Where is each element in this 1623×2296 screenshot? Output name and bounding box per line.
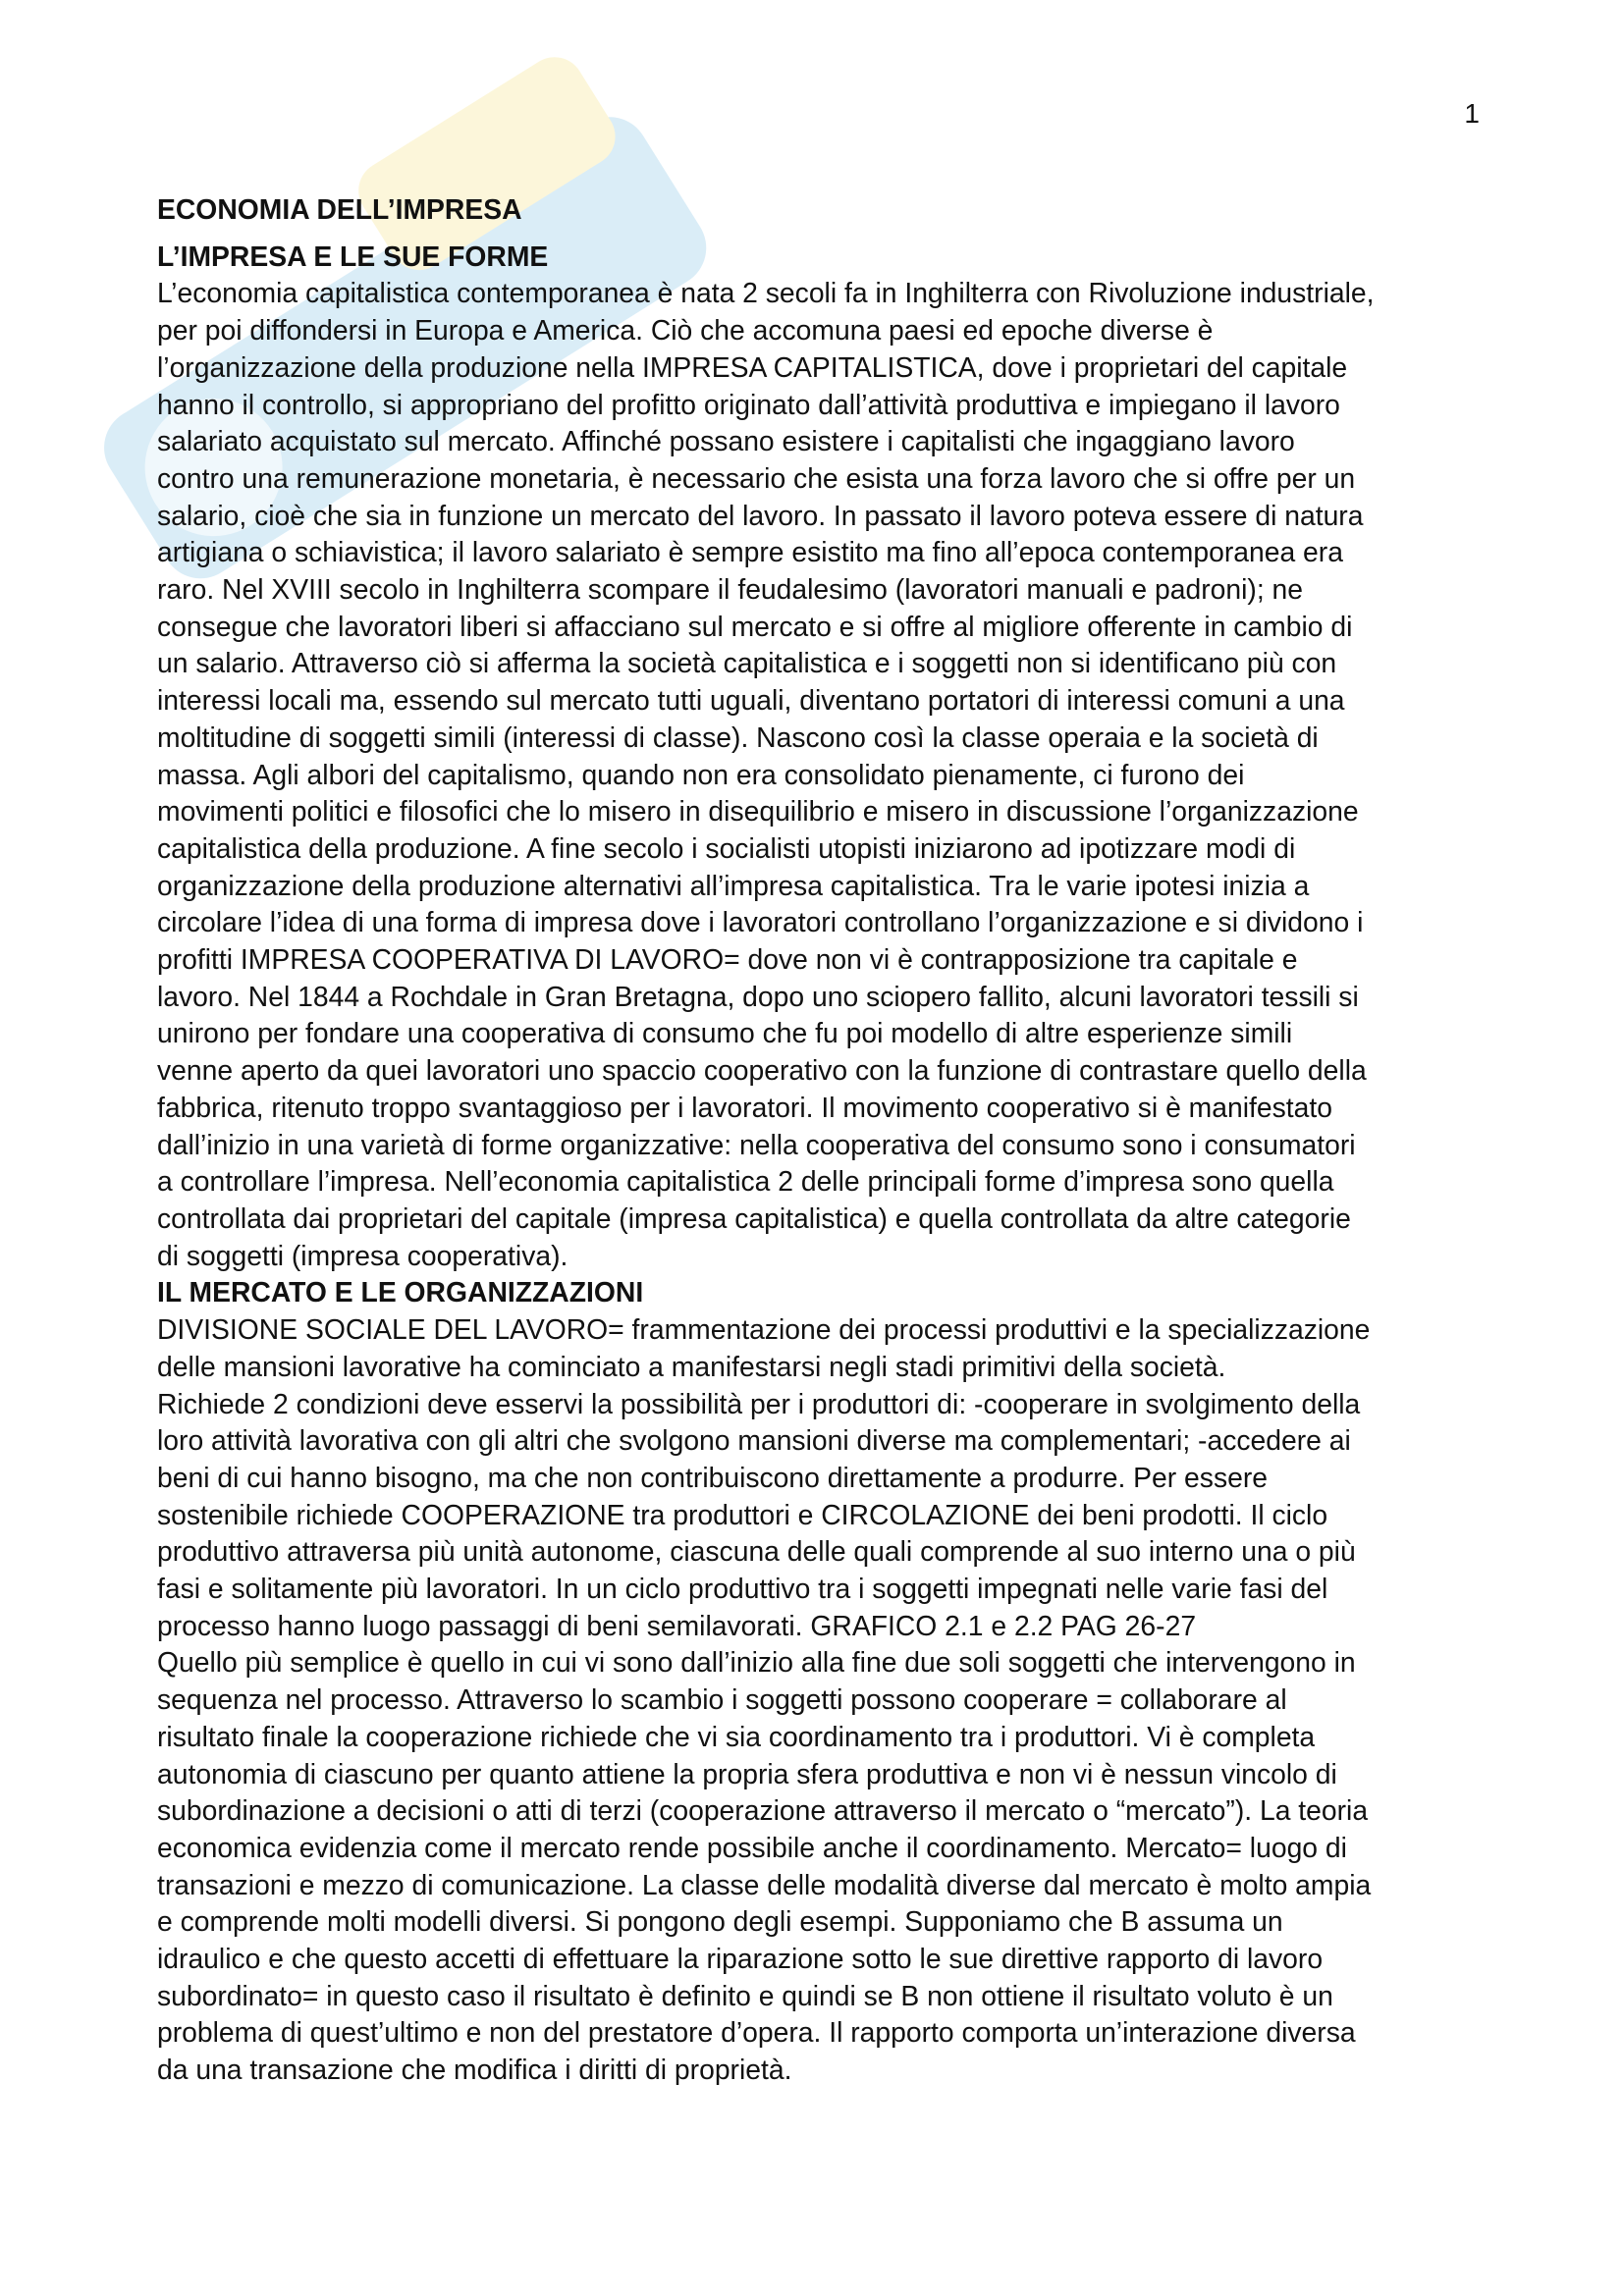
text-line: salario, cioè che sia in funzione un mercato del lavoro. In passato il lavoro poteva essere di natura (157, 499, 1364, 531)
text-line: loro attività lavorativa con gli altri che svolgono mansioni diverse ma complementari; -accedere ai (157, 1424, 1351, 1457)
text-line: artigiana o schiavistica; il lavoro salariato è sempre esistito ma fino all’epoca contemporanea era (157, 536, 1343, 568)
text-line: dall’inizio in una varietà di forme organizzative: nella cooperativa del consumo sono i consumatori (157, 1128, 1356, 1160)
text-line: da una transazione che modifica i diritti di proprietà. (157, 2054, 792, 2086)
text-line: capitalistica della produzione. A fine secolo i socialisti utopisti iniziarono ad ipotizzare modi di (157, 831, 1296, 864)
text-line: delle mansioni lavorative ha cominciato a manifestarsi negli stadi primitivi della società. (157, 1350, 1226, 1382)
text-line: un salario. Attraverso ciò si afferma la società capitalistica e i soggetti non si identificano più con (157, 647, 1337, 679)
text-line: problema di quest’ultimo e non del prestatore d’opera. Il rapporto comporta un’interazione diversa (157, 2016, 1356, 2049)
text-line: salariato acquistato sul mercato. Affinché possano esistere i capitalisti che ingaggiano lavoro (157, 425, 1295, 457)
text-line: transazioni e mezzo di comunicazione. La classe delle modalità diverse dal mercato è molto ampia (157, 1868, 1372, 1900)
text-line: fabbrica, ritenuto troppo svantaggioso per i lavoratori. Il movimento cooperativo si è manifestato (157, 1091, 1332, 1123)
section (157, 1274, 1483, 2088)
section-paragraph (157, 1311, 1483, 2089)
text-line: moltitudine di soggetti simili (interessi di classe). Nascono così la classe operaia e la società di (157, 721, 1319, 753)
section (157, 239, 1483, 1275)
section-heading: L’IMPRESA E LE SUE FORME (157, 240, 549, 272)
page-number: 1 (1464, 98, 1480, 129)
text-line: raro. Nel XVIII secolo in Inghilterra scompare il feudalesimo (lavoratori manuali e padroni); ne (157, 573, 1304, 606)
text-line: Richiede 2 condizioni deve esservi la possibilità per i produttori di: -cooperare in svolgimento della (157, 1387, 1361, 1419)
text-line: processo hanno luogo passaggi di beni semilavorati. GRAFICO 2.1 e 2.2 PAG 26-27 (157, 1609, 1197, 1641)
text-line: DIVISIONE SOCIALE DEL LAVORO= frammentazione dei processi produttivi e la specializzazione (157, 1313, 1371, 1346)
text-line: risultato finale la cooperazione richiede che vi sia coordinamento tra i produttori. Vi è completa (157, 1720, 1316, 1752)
text-line: idraulico e che questo accetti di effettuare la riparazione sotto le sue direttive rapporto di lavoro (157, 1943, 1324, 1975)
document-body (157, 191, 1483, 2089)
text-line: organizzazione della produzione alternativi all’impresa capitalistica. Tra le varie ipotesi inizia a (157, 869, 1310, 901)
text-line: movimenti politici e filosofici che lo misero in disequilibrio e misero in discussione l’organizzazione (157, 795, 1359, 828)
text-line: sostenibile richiede COOPERAZIONE tra produttori e CIRCOLAZIONE dei beni prodotti. Il ciclo (157, 1498, 1328, 1530)
text-line: controllata dai proprietari del capitale (impresa capitalistica) e quella controllata da altre categorie (157, 1201, 1351, 1234)
text-line: beni di cui hanno bisogno, ma che non contribuiscono direttamente a produrre. Per essere (157, 1461, 1268, 1493)
text-line: interessi locali ma, essendo sul mercato tutti uguali, diventano portatori di interessi comuni a una (157, 684, 1345, 717)
text-line: consegue che lavoratori liberi si affacciano sul mercato e si offre al migliore offerente in cambio di (157, 610, 1353, 642)
text-line: subordinazione a decisioni o atti di terzi (cooperazione attraverso il mercato o “mercato”). La teoria (157, 1794, 1369, 1827)
text-line: e comprende molti modelli diversi. Si pongono degli esempi. Supponiamo che B assuma un (157, 1905, 1283, 1938)
text-line: profitti IMPRESA COOPERATIVA DI LAVORO= dove non vi è contrapposizione tra capitale e (157, 943, 1298, 976)
text-line: sequenza nel processo. Attraverso lo scambio i soggetti possono cooperare = collaborare al (157, 1683, 1287, 1716)
text-line: Quello più semplice è quello in cui vi sono dall’inizio alla fine due soli soggetti che intervengono in (157, 1646, 1356, 1679)
document-title: ECONOMIA DELL’IMPRESA (157, 193, 522, 225)
text-line: circolare l’idea di una forma di impresa dove i lavoratori controllano l’organizzazione e si dividono i (157, 906, 1364, 938)
text-line: a controllare l’impresa. Nell’economia capitalistica 2 delle principali forme d’impresa sono quella (157, 1165, 1334, 1198)
text-line: L’economia capitalistica contemporanea è nata 2 secoli fa in Inghilterra con Rivoluzione industriale, (157, 277, 1375, 309)
text-line: massa. Agli albori del capitalismo, quando non era consolidato pienamente, ci furono dei (157, 758, 1245, 790)
text-line: di soggetti (impresa cooperativa). (157, 1239, 568, 1271)
text-line: hanno il controllo, si appropriano del profitto originato dall’attività produttiva e impiegano il lavoro (157, 388, 1340, 420)
text-line: autonomia di ciascuno per quanto attiene la propria sfera produttiva e non vi è nessun vincolo di (157, 1757, 1337, 1789)
text-line: produttivo attraversa più unità autonome, ciascuna delle quali comprende al suo interno una o più (157, 1535, 1356, 1568)
text-line: l’organizzazione della produzione nella IMPRESA CAPITALISTICA, dove i proprietari del capitale (157, 350, 1348, 383)
section-paragraph (157, 275, 1483, 1274)
text-line: per poi diffondersi in Europa e America. Ciò che accomuna paesi ed epoche diverse è (157, 314, 1214, 347)
section-heading: IL MERCATO E LE ORGANIZZAZIONI (157, 1276, 644, 1308)
text-line: subordinato= in questo caso il risultato è definito e quindi se B non ottiene il risultato voluto è un (157, 1979, 1333, 2011)
text-line: lavoro. Nel 1844 a Rochdale in Gran Bretagna, dopo uno sciopero fallito, alcuni lavoratori tessili si (157, 980, 1359, 1012)
text-line: contro una remunerazione monetaria, è necessario che esista una forza lavoro che si offre per un (157, 461, 1356, 494)
text-line: economica evidenzia come il mercato rende possibile anche il coordinamento. Mercato= luogo di (157, 1831, 1347, 1863)
text-line: fasi e solitamente più lavoratori. In un ciclo produttivo tra i soggetti impegnati nelle varie fasi del (157, 1573, 1328, 1605)
text-line: venne aperto da quei lavoratori uno spaccio cooperativo con la funzione di contrastare quello della (157, 1054, 1367, 1087)
text-line: unirono per fondare una cooperativa di consumo che fu poi modello di altre esperienze simili (157, 1017, 1293, 1049)
